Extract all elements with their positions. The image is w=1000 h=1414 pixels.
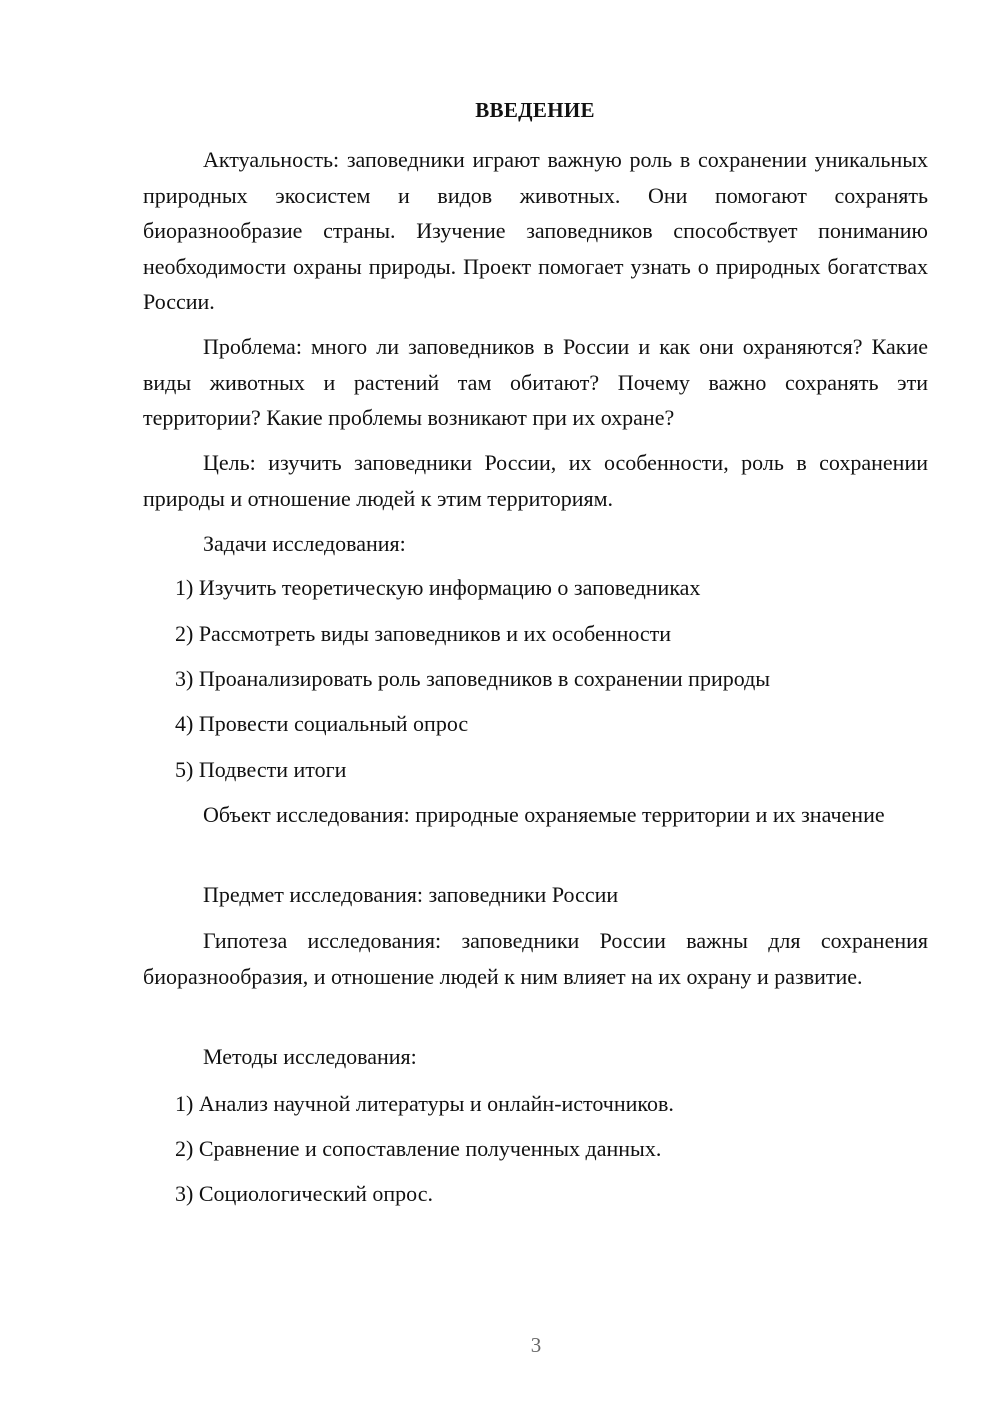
tasks-heading: Задачи исследования: <box>203 531 406 556</box>
task-item: 3) Проанализировать роль заповедников в сохранении природы <box>175 666 771 691</box>
hypothesis-paragraph: Гипотеза исследования: заповедники России важны для сохранения биоразнообразия, и отношение людей к ним влияет на их охрану и развитие. <box>143 928 928 989</box>
object-paragraph: Объект исследования: природные охраняемые территории и их значение <box>203 802 885 827</box>
page-number: 3 <box>530 1333 542 1357</box>
goal-paragraph: Цель: изучить заповедники России, их особенности, роль в сохранении природы и отношение людей к этим территориям. <box>143 450 928 511</box>
relevance-paragraph: Актуальность: заповедники играют важную роль в сохранении уникальных природных экосистем и видов животных. Они помогают сохранять биоразнообразие страны. Изучение заповедников способствует пониманию необходимости охраны природы. Проект помогает узнать о природных богатствах России. <box>143 147 928 314</box>
method-item: 3) Социологический опрос. <box>175 1181 433 1206</box>
page-title: ВВЕДЕНИЕ <box>475 98 595 122</box>
methods-heading: Методы исследования: <box>203 1044 417 1069</box>
task-item: 2) Рассмотреть виды заповедников и их особенности <box>175 621 672 646</box>
problem-paragraph: Проблема: много ли заповедников в России и как они охраняются? Какие виды животных и растений там обитают? Почему важно сохранять эти территории? Какие проблемы возникают при их охране? <box>143 334 928 430</box>
method-item: 2) Сравнение и сопоставление полученных данных. <box>175 1136 662 1161</box>
task-item: 1) Изучить теоретическую информацию о заповедниках <box>175 575 701 600</box>
method-item: 1) Анализ научной литературы и онлайн-источников. <box>175 1091 674 1116</box>
task-item: 5) Подвести итоги <box>175 757 347 782</box>
subject-paragraph: Предмет исследования: заповедники России <box>203 882 619 907</box>
task-item: 4) Провести социальный опрос <box>175 711 469 736</box>
